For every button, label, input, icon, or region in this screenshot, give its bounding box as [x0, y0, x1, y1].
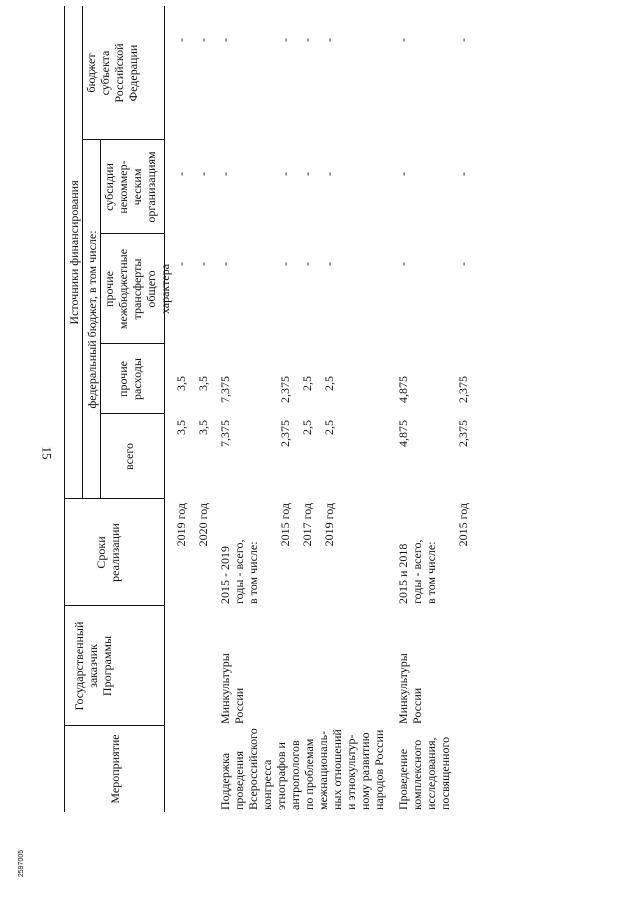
- row-total: [322, 420, 336, 499]
- row-event: [218, 724, 386, 810]
- header-subsidies: [102, 140, 158, 234]
- header-customer-line: Государственный: [72, 621, 86, 711]
- row-event-line: ному развитию: [358, 732, 372, 810]
- row-other-expenses: [218, 376, 232, 414]
- row-subsidies-line: -: [300, 172, 314, 176]
- row-transfers-line: -: [196, 262, 210, 266]
- row-term-line: в том числе:: [246, 541, 260, 604]
- row-other-expenses: [456, 376, 470, 414]
- page-number: 15: [39, 446, 55, 460]
- header-regional: [84, 6, 140, 140]
- row-transfers-line: -: [396, 262, 410, 266]
- row-regional-line: -: [196, 38, 210, 42]
- document-code: 2597005: [18, 849, 26, 878]
- header-transfers-line: межбюджетные: [116, 248, 130, 330]
- header-terms: [94, 499, 122, 606]
- row-regional: [396, 38, 410, 140]
- row-event-line: межнациональ-: [316, 730, 330, 810]
- row-transfers-line: -: [300, 262, 314, 266]
- row-subsidies: [456, 172, 470, 234]
- row-other-expenses-line: 4,875: [396, 376, 410, 403]
- row-total-line: 2,375: [456, 420, 470, 447]
- row-term-line: 2015 год: [456, 503, 470, 547]
- row-term: [322, 503, 336, 604]
- row-regional-line: -: [174, 38, 188, 42]
- row-event-line: комплексного: [410, 739, 424, 810]
- row-event-line: Всероссийского: [246, 728, 260, 810]
- header-federal-line: федеральный бюджет, в том числе:: [85, 230, 99, 409]
- row-regional-line: -: [322, 38, 336, 42]
- row-term: [174, 503, 188, 604]
- row-regional-line: -: [300, 38, 314, 42]
- row-total: [278, 420, 292, 499]
- row-total: [218, 420, 232, 499]
- row-term: [456, 503, 470, 604]
- row-term-line: 2015 и 2018: [396, 543, 410, 604]
- header-federal: [85, 140, 99, 499]
- row-customer-line: Минкультуры: [396, 653, 410, 724]
- header-subsidies-line: некоммер-: [116, 160, 130, 214]
- row-other-expenses: [196, 376, 210, 414]
- federal-line: [100, 140, 101, 499]
- row-other-expenses-line: 7,375: [218, 376, 232, 403]
- row-other-expenses: [278, 376, 292, 414]
- row-other-expenses: [174, 376, 188, 414]
- header-event: [108, 726, 122, 812]
- row-transfers-line: -: [456, 262, 470, 266]
- header-customer-line: Программы: [100, 635, 114, 697]
- row-event-line: Поддержка: [218, 752, 232, 810]
- row-event-line: по проблемам: [302, 738, 316, 810]
- row-term-line: годы - всего,: [410, 539, 424, 604]
- row-transfers: [322, 262, 336, 344]
- row-transfers: [218, 262, 232, 344]
- row-total-line: 4,875: [396, 420, 410, 447]
- row-regional-line: -: [456, 38, 470, 42]
- row-total-line: 7,375: [218, 420, 232, 447]
- row-total-line: 2,5: [300, 420, 314, 435]
- row-subsidies: [278, 172, 292, 234]
- row-other-expenses-line: 3,5: [196, 376, 210, 391]
- header-terms-line: Сроки: [94, 536, 108, 569]
- row-other-expenses-line: 2,375: [278, 376, 292, 403]
- header-regional-line: Федерации: [126, 44, 140, 102]
- row-term-line: 2015 год: [278, 503, 292, 547]
- row-transfers-line: -: [278, 262, 292, 266]
- header-regional-line: Российской: [112, 43, 126, 103]
- header-total-line: всего: [122, 442, 136, 471]
- header-regional-line: бюджет: [84, 53, 98, 93]
- row-other-expenses-line: 2,5: [322, 376, 336, 391]
- header-customer: [72, 606, 114, 726]
- row-total: [396, 420, 410, 499]
- row-total-line: 2,375: [278, 420, 292, 447]
- row-other-expenses-line: 3,5: [174, 376, 188, 391]
- row-term-line: 2015 - 2019: [218, 546, 232, 604]
- header-transfers-line: характера: [158, 263, 172, 315]
- table-landscape: [64, 6, 579, 812]
- row-term: [278, 503, 292, 604]
- row-term-line: 2020 год: [196, 503, 210, 547]
- row-transfers-line: -: [174, 262, 188, 266]
- header-sources: [67, 6, 81, 499]
- header-other-expenses-line: расходы: [130, 358, 144, 400]
- row-event-line: посвященного: [438, 736, 452, 810]
- row-other-expenses: [300, 376, 314, 414]
- row-transfers-line: -: [322, 262, 336, 266]
- header-total: [122, 414, 136, 499]
- row-subsidies-line: -: [322, 172, 336, 176]
- row-regional-line: -: [218, 38, 232, 42]
- row-event-line: проведения: [232, 751, 246, 810]
- row-customer-line: Минкультуры: [218, 653, 232, 724]
- row-total: [196, 420, 210, 499]
- row-event-line: народов России: [372, 729, 386, 810]
- row-subsidies: [396, 172, 410, 234]
- header-regional-line: субъекта: [98, 50, 112, 96]
- row-event-line: антропологов: [288, 740, 302, 810]
- row-transfers-line: -: [218, 262, 232, 266]
- row-regional: [174, 38, 188, 140]
- header-subsidies-line: субсидии: [102, 163, 116, 211]
- row-term-line: 2019 год: [174, 503, 188, 547]
- row-term: [396, 503, 438, 604]
- row-transfers: [174, 262, 188, 344]
- row-total-line: 2,5: [322, 420, 336, 435]
- row-event-line: Проведение: [396, 748, 410, 810]
- sources-line: [82, 6, 83, 499]
- row-subsidies-line: -: [278, 172, 292, 176]
- row-subsidies-line: -: [456, 172, 470, 176]
- row-event-line: и этнокультур-: [344, 734, 358, 810]
- row-regional-line: -: [278, 38, 292, 42]
- row-regional: [196, 38, 210, 140]
- row-total-line: 3,5: [174, 420, 188, 435]
- row-customer-line: России: [410, 687, 424, 724]
- header-transfers-line: общего: [144, 270, 158, 308]
- row-customer: [396, 604, 424, 724]
- row-total: [174, 420, 188, 499]
- header-customer-line: заказчик: [86, 644, 100, 688]
- header-other-expenses: [116, 344, 144, 414]
- row-other-expenses: [396, 376, 410, 414]
- header-transfers-line: прочие: [102, 271, 116, 307]
- row-event-line: этнографов и: [274, 742, 288, 810]
- row-term-line: 2019 год: [322, 503, 336, 547]
- row-transfers: [300, 262, 314, 344]
- row-term: [196, 503, 210, 604]
- row-term: [218, 503, 260, 604]
- row-regional: [218, 38, 232, 140]
- row-subsidies: [174, 172, 188, 234]
- row-event: [396, 724, 452, 810]
- table-top-line: [64, 6, 65, 812]
- header-subsidies-line: ческим: [130, 168, 144, 206]
- header-subsidies-line: организациям: [144, 151, 158, 223]
- row-event-line: исследования,: [424, 737, 438, 810]
- row-subsidies: [218, 172, 232, 234]
- row-total: [456, 420, 470, 499]
- row-regional: [300, 38, 314, 140]
- row-subsidies-line: -: [396, 172, 410, 176]
- row-subsidies: [322, 172, 336, 234]
- row-subsidies-line: -: [196, 172, 210, 176]
- row-total: [300, 420, 314, 499]
- row-other-expenses: [322, 376, 336, 414]
- row-other-expenses-line: 2,5: [300, 376, 314, 391]
- row-customer: [218, 604, 246, 724]
- row-transfers: [396, 262, 410, 344]
- row-term-line: в том числе:: [424, 541, 438, 604]
- header-transfers: [102, 234, 172, 344]
- row-subsidies: [196, 172, 210, 234]
- row-customer-line: России: [232, 687, 246, 724]
- header-bottom-line: [164, 6, 165, 812]
- row-event-line: конгресса: [260, 759, 274, 810]
- row-transfers: [278, 262, 292, 344]
- row-other-expenses-line: 2,375: [456, 376, 470, 403]
- row-subsidies-line: -: [174, 172, 188, 176]
- row-subsidies: [300, 172, 314, 234]
- header-sources-line: Источники финансирования: [67, 180, 81, 325]
- row-regional: [278, 38, 292, 140]
- row-regional: [456, 38, 470, 140]
- row-regional-line: -: [396, 38, 410, 42]
- row-term: [300, 503, 314, 604]
- header-transfers-line: трансферты: [130, 258, 144, 320]
- row-transfers: [456, 262, 470, 344]
- header-other-expenses-line: прочие: [116, 361, 130, 397]
- row-term-line: 2017 год: [300, 503, 314, 547]
- header-terms-line: реализации: [108, 523, 122, 582]
- row-regional: [322, 38, 336, 140]
- header-event-line: Мероприятие: [108, 734, 122, 804]
- row-term-line: годы - всего,: [232, 539, 246, 604]
- row-total-line: 3,5: [196, 420, 210, 435]
- row-subsidies-line: -: [218, 172, 232, 176]
- row-event-line: ных отношений: [330, 729, 344, 810]
- row-transfers: [196, 262, 210, 344]
